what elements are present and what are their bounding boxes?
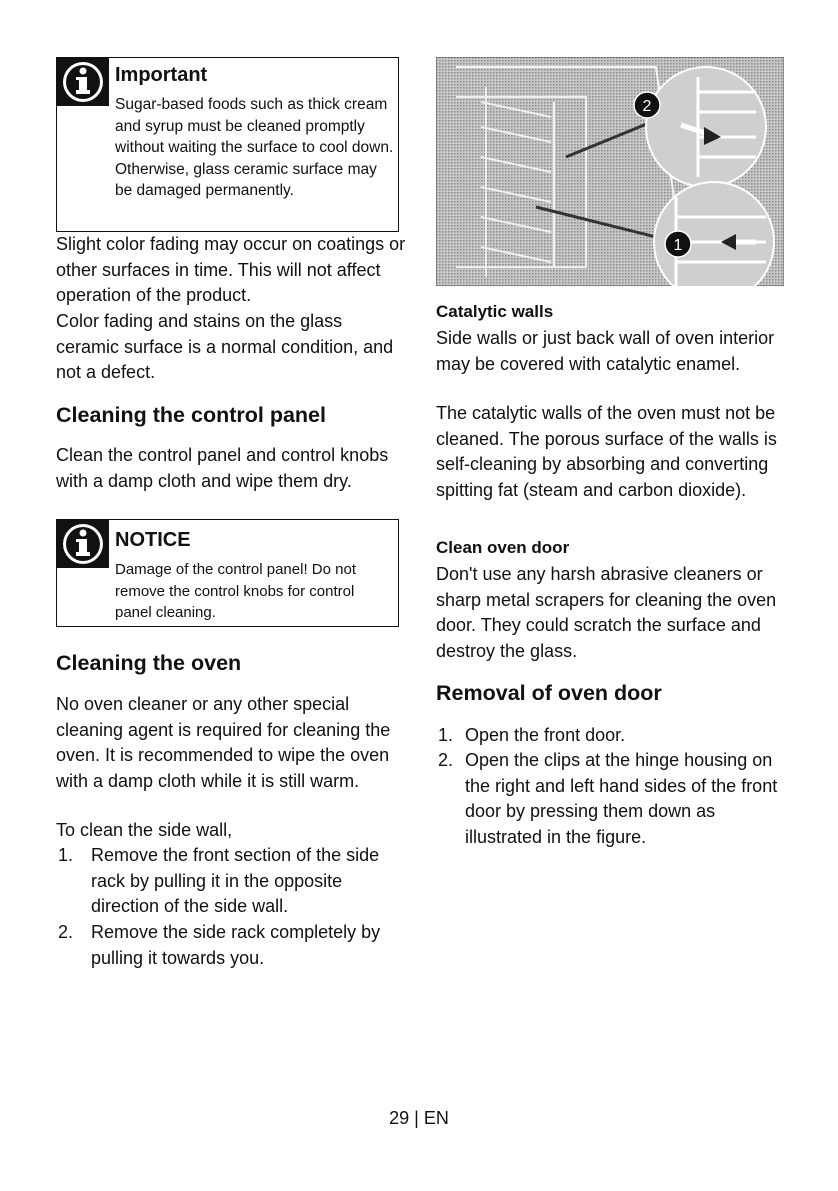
list-text: Open the front door. [465,725,626,745]
list-item [436,748,784,852]
notice-body: Damage of the control panel! Do not remove the control knobs for control panel cleaning. [115,561,356,621]
list-number: 2. [58,922,74,942]
oven-rack-illustration [436,57,784,286]
important-box [56,57,399,232]
info-icon [57,520,109,568]
notice-box [56,519,399,627]
callout-2: 2 [642,98,652,115]
list-number: 1. [58,845,74,865]
important-body: Sugar-based foods such as thick cream and syrup must be cleaned promptly without waiting the surface to cool down. Otherwise, glass ceramic surface may be damaged permanently. [115,96,394,199]
heading-cleaning-oven: Cleaning the oven [56,651,242,675]
list-text: Remove the front section of the side rack by pulling it in the opposite direction of the side wall. [91,845,380,916]
list-item [56,920,406,972]
list-item [436,723,784,749]
subheading-catalytic-walls: Catalytic walls [436,302,554,321]
info-icon [57,58,109,106]
left-paragraph-2: Color fading and stains on the glass ceramic surface is a normal condition, and not a defect. [56,311,394,382]
heading-removal-oven-door: Removal of oven door [436,681,662,705]
notice-title: NOTICE [115,529,191,551]
heading-control-panel: Cleaning the control panel [56,403,326,427]
callout-1: 1 [673,237,683,254]
oven-paragraph-1: No oven cleaner or any other special cleaning agent is required for cleaning the oven. It is recommended to wipe the oven with a damp cloth while it is still warm. [56,694,391,791]
catalytic-paragraph-1: Side walls or just back wall of oven interior may be covered with catalytic enamel. [436,328,775,374]
oven-paragraph-2: To clean the side wall, [56,820,233,840]
important-title: Important [115,64,208,86]
list-number: 1. [438,725,454,745]
page-footer: 29 | EN [389,1108,449,1128]
left-paragraph-1: Slight color fading may occur on coatings or other surfaces in time. This will not affect operation of the product. [56,234,406,305]
list-text: Remove the side rack completely by pulling it towards you. [91,922,381,968]
list-text: Open the clips at the hinge housing on the right and left hand sides of the front door by pressing them down as illustrated in the figure. [465,750,778,847]
list-number: 2. [438,750,454,770]
catalytic-paragraph-2: The catalytic walls of the oven must not be cleaned. The porous surface of the walls is self-cleaning by absorbing and converting spitting fat (steam and carbon dioxide). [436,403,777,500]
control-panel-paragraph: Clean the control panel and control knobs with a damp cloth and wipe them dry. [56,445,389,491]
door-paragraph: Don't use any harsh abrasive cleaners or sharp metal scrapers for cleaning the oven door. They could scratch the surface and destroy the glass. [436,564,777,661]
subheading-clean-oven-door: Clean oven door [436,538,570,557]
